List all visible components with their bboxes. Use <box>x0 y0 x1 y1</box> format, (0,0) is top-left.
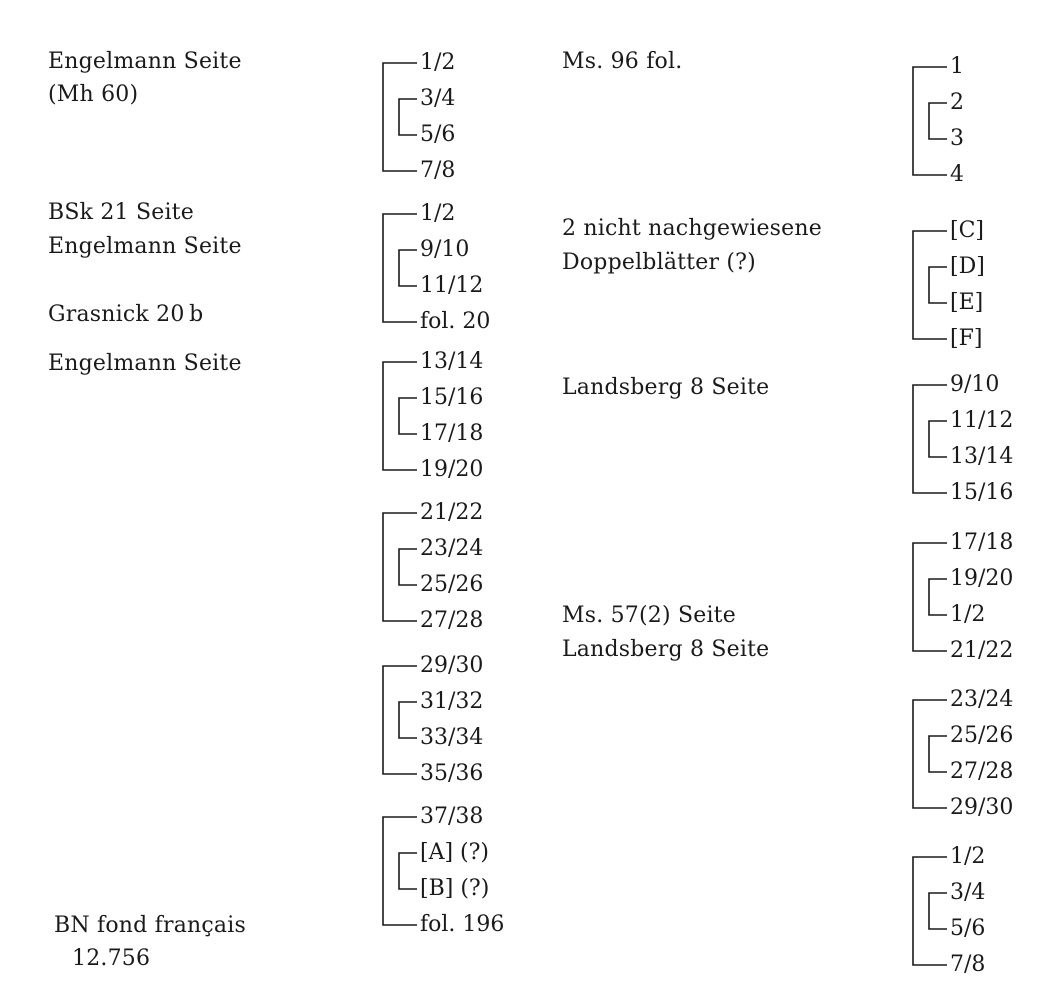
label-landsberg-8-seite-2: Landsberg 8 Seite <box>562 637 770 662</box>
leaf-number: 21/22 <box>950 638 1014 663</box>
leaf-number: 29/30 <box>420 653 484 678</box>
outer-bifolium-bracket <box>913 385 947 493</box>
leaf-number: 13/14 <box>420 349 484 374</box>
leaf-number: 4 <box>950 162 964 187</box>
leaf-number: 3 <box>950 126 964 151</box>
label-engelmann-seite-2: Engelmann Seite <box>48 234 242 259</box>
label-engelmann-seite-1: Engelmann Seite <box>48 49 242 74</box>
leaf-number: 3/4 <box>950 880 986 905</box>
leaf-number: 35/36 <box>420 761 484 786</box>
leaf-number: 15/16 <box>420 385 484 410</box>
quire-bracket <box>382 195 422 339</box>
leaf-number: 19/20 <box>420 457 484 482</box>
inner-bifolium-bracket <box>929 103 947 139</box>
leaf-number: 11/12 <box>420 273 484 298</box>
leaf-number: 21/22 <box>420 500 484 525</box>
inner-bifolium-bracket <box>399 250 417 286</box>
label-engelmann-seite-3: Engelmann Seite <box>48 351 242 376</box>
leaf-number: 9/10 <box>950 372 1000 397</box>
leaf-number: 5/6 <box>420 122 456 147</box>
inner-bifolium-bracket <box>929 579 947 615</box>
leaf-number: 9/10 <box>420 237 470 262</box>
label-nicht-nachgewiesene: 2 nicht nachgewiesene <box>562 216 822 241</box>
leaf-number: 29/30 <box>950 795 1014 820</box>
outer-bifolium-bracket <box>383 666 417 774</box>
leaf-number: 13/14 <box>950 444 1014 469</box>
quire-bracket <box>912 838 952 982</box>
outer-bifolium-bracket <box>913 857 947 965</box>
leaf-number: 3/4 <box>420 86 456 111</box>
inner-bifolium-bracket <box>929 267 947 303</box>
quire-bracket <box>382 798 422 942</box>
leaf-number: [C] <box>950 218 984 243</box>
label-ms-57-2-seite: Ms. 57(2) Seite <box>562 603 736 628</box>
leaf-number: 25/26 <box>950 723 1014 748</box>
leaf-number: 37/38 <box>420 804 484 829</box>
inner-bifolium-bracket <box>399 702 417 738</box>
leaf-number: [F] <box>950 326 983 351</box>
inner-bifolium-bracket <box>399 549 417 585</box>
leaf-number: 23/24 <box>420 536 484 561</box>
label-12-756: 12.756 <box>72 946 151 971</box>
leaf-number: 17/18 <box>420 421 484 446</box>
outer-bifolium-bracket <box>383 513 417 621</box>
inner-bifolium-bracket <box>929 736 947 772</box>
quire-bracket <box>912 48 952 192</box>
inner-bifolium-bracket <box>399 99 417 135</box>
outer-bifolium-bracket <box>913 67 947 175</box>
leaf-number: 1 <box>950 54 964 79</box>
leaf-number: fol. 196 <box>420 912 505 937</box>
leaf-number: 2 <box>950 90 964 115</box>
leaf-number: 5/6 <box>950 916 986 941</box>
label-bn-fond-francais: BN fond français <box>54 913 246 938</box>
quire-bracket <box>382 343 422 487</box>
leaf-number: 27/28 <box>950 759 1014 784</box>
inner-bifolium-bracket <box>399 398 417 434</box>
leaf-number: 7/8 <box>420 158 456 183</box>
leaf-number: 31/32 <box>420 689 484 714</box>
leaf-number: 1/2 <box>950 844 986 869</box>
outer-bifolium-bracket <box>383 362 417 470</box>
leaf-number: 1/2 <box>950 602 986 627</box>
leaf-number: [B] (?) <box>420 876 490 901</box>
inner-bifolium-bracket <box>929 421 947 457</box>
inner-bifolium-bracket <box>929 893 947 929</box>
quire-bracket <box>912 366 952 510</box>
quire-bracket <box>912 681 952 825</box>
leaf-number: 7/8 <box>950 952 986 977</box>
quire-bracket <box>912 212 952 356</box>
quire-bracket <box>382 647 422 791</box>
leaf-number: 25/26 <box>420 572 484 597</box>
outer-bifolium-bracket <box>383 817 417 925</box>
leaf-number: 23/24 <box>950 687 1014 712</box>
quire-bracket <box>382 494 422 638</box>
leaf-number: 17/18 <box>950 530 1014 555</box>
quire-bracket <box>382 44 422 188</box>
quire-bracket <box>912 524 952 668</box>
leaf-number: 11/12 <box>950 408 1014 433</box>
label-landsberg-8-seite-1: Landsberg 8 Seite <box>562 375 770 400</box>
leaf-number: 27/28 <box>420 608 484 633</box>
outer-bifolium-bracket <box>913 700 947 808</box>
outer-bifolium-bracket <box>913 543 947 651</box>
outer-bifolium-bracket <box>383 214 417 322</box>
leaf-number: 15/16 <box>950 480 1014 505</box>
leaf-number: 1/2 <box>420 201 456 226</box>
outer-bifolium-bracket <box>383 63 417 171</box>
leaf-number: fol. 20 <box>420 309 491 334</box>
label-bsk-21-seite: BSk 21 Seite <box>48 200 194 225</box>
label-mh-60: (Mh 60) <box>48 82 139 107</box>
inner-bifolium-bracket <box>399 853 417 889</box>
outer-bifolium-bracket <box>913 231 947 339</box>
label-doppelblaetter: Doppelblätter (?) <box>562 250 756 275</box>
label-grasnick-20b: Grasnick 20 b <box>48 302 204 327</box>
label-ms-96-fol: Ms. 96 fol. <box>562 49 683 74</box>
leaf-number: [A] (?) <box>420 840 490 865</box>
leaf-number: 33/34 <box>420 725 484 750</box>
leaf-number: 1/2 <box>420 50 456 75</box>
leaf-number: [E] <box>950 290 984 315</box>
leaf-number: 19/20 <box>950 566 1014 591</box>
leaf-number: [D] <box>950 254 985 279</box>
